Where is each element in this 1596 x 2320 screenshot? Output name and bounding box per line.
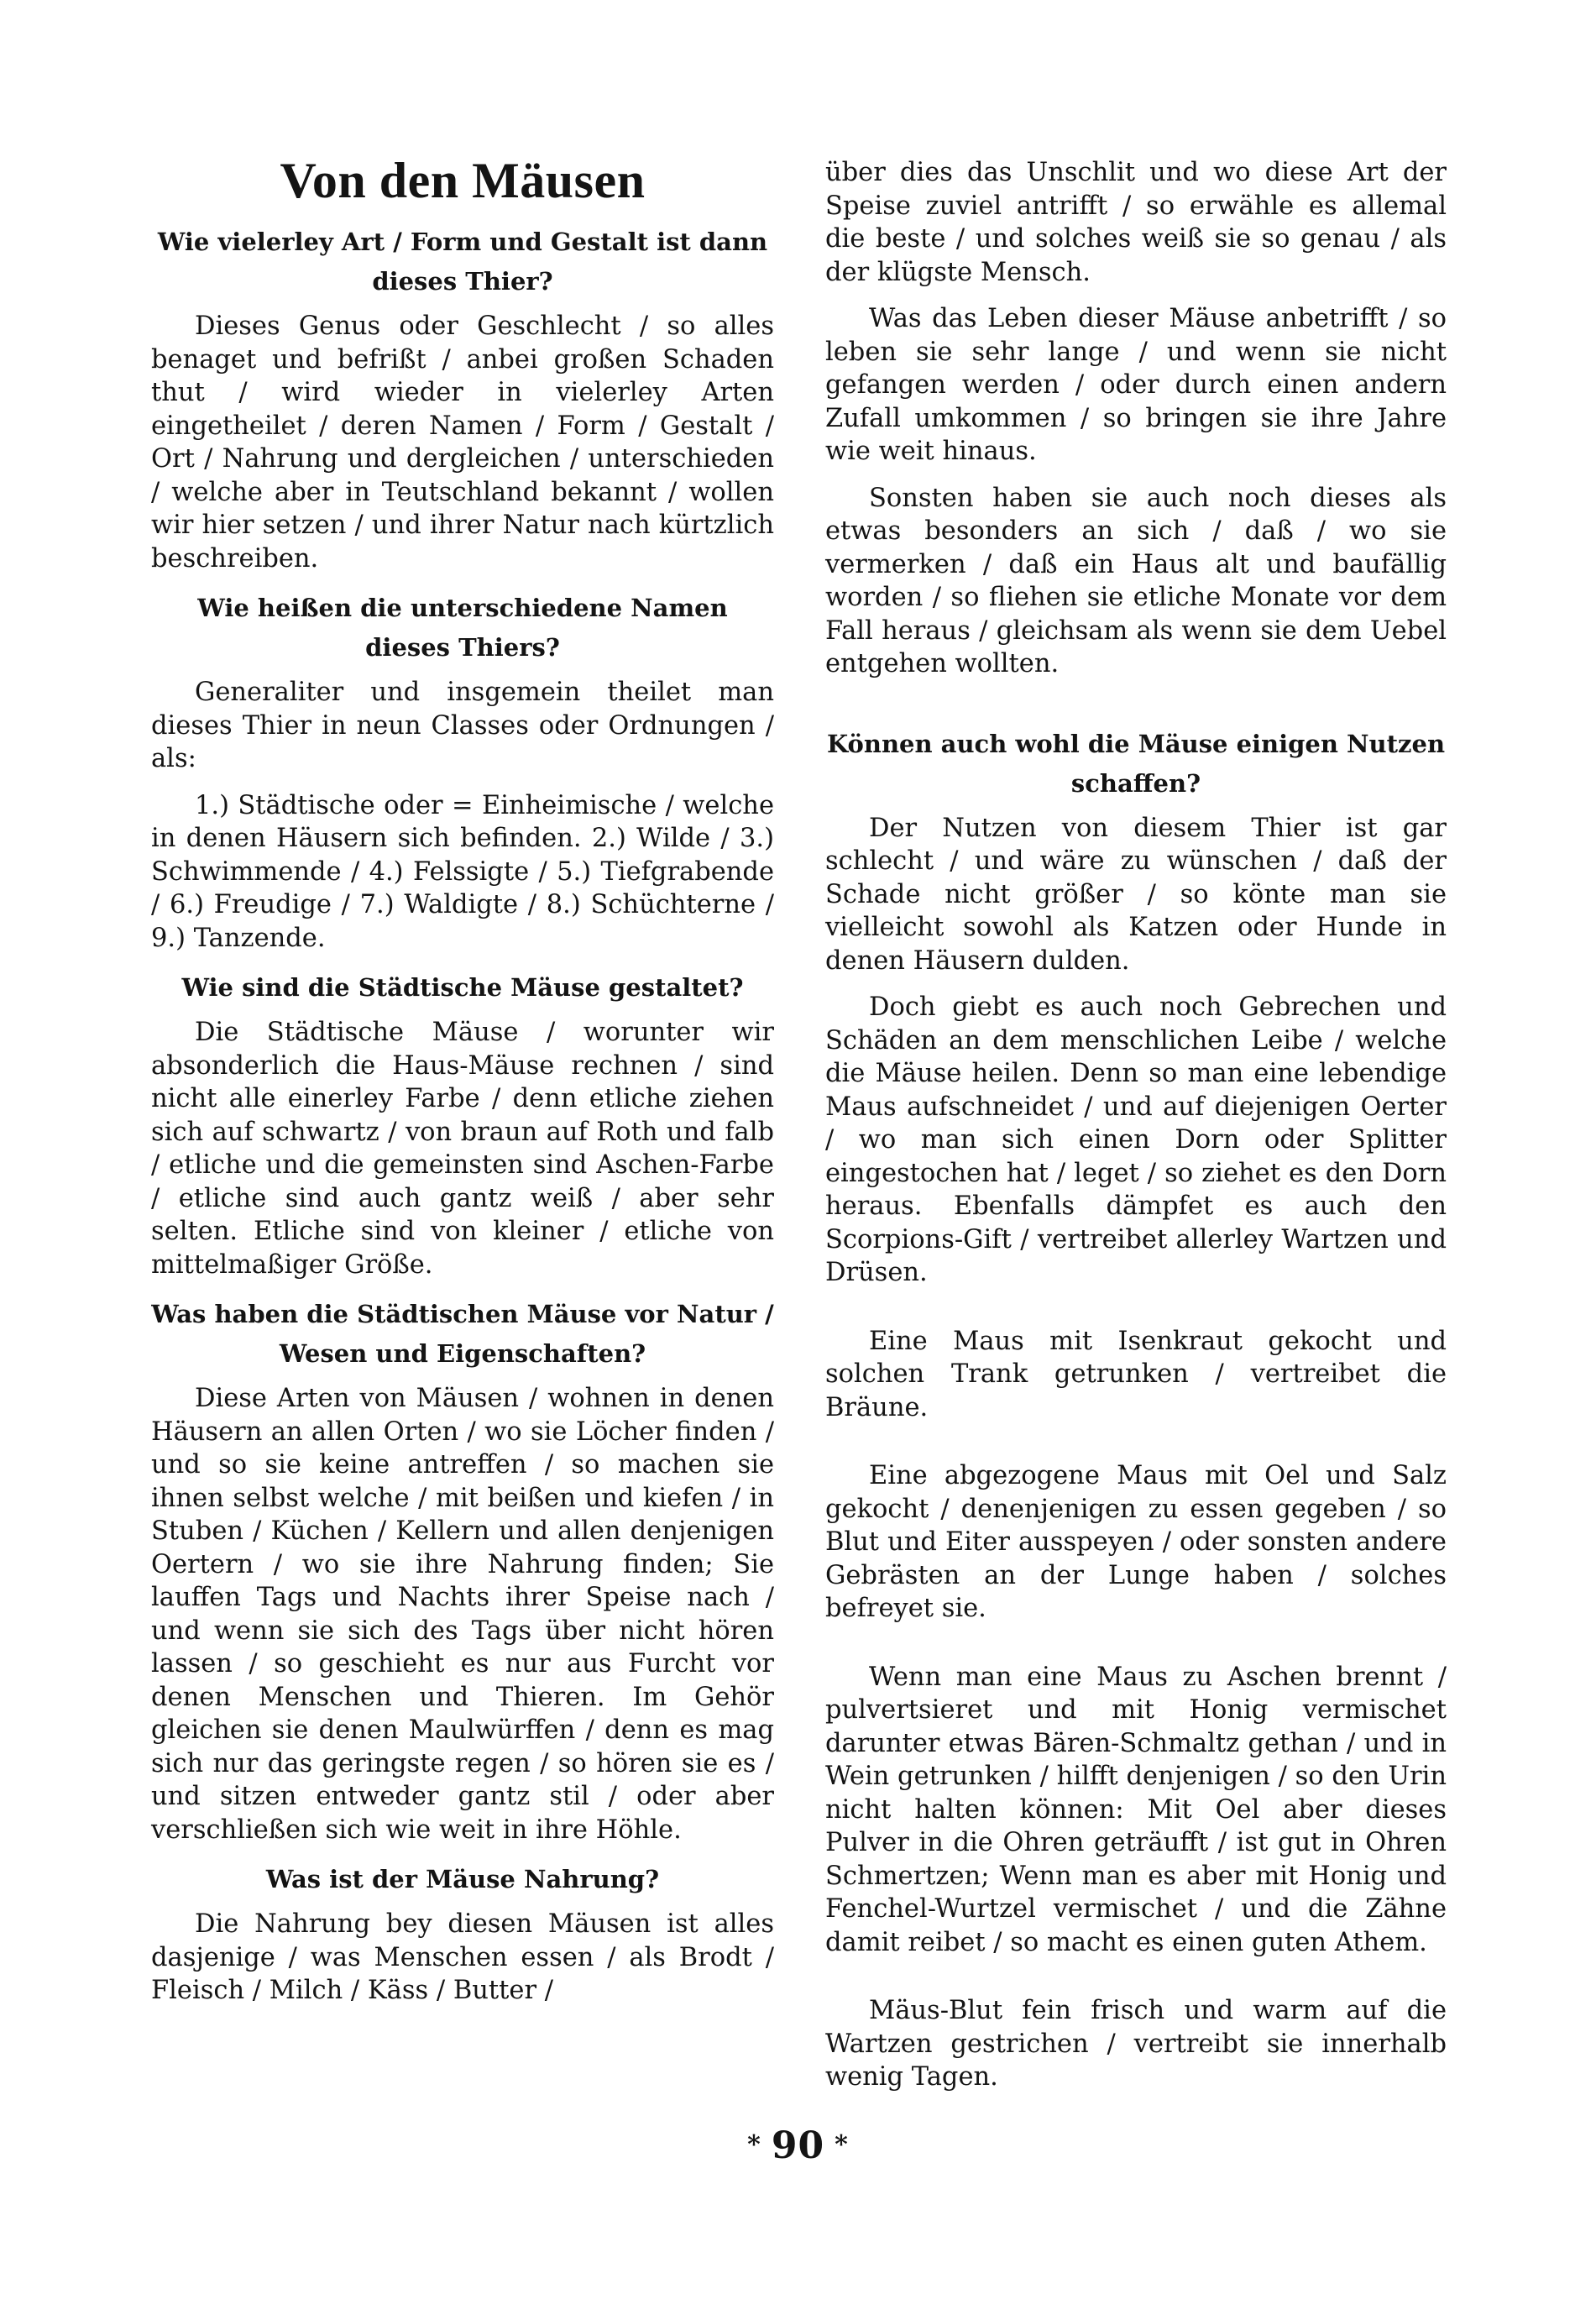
body-paragraph: Generaliter und insgemein theilet man dieses Thier in neun Classes oder Ordnungen / als: bbox=[151, 678, 774, 773]
folio-star-left-icon: * bbox=[747, 2130, 761, 2160]
body-paragraph: Diese Arten von Mäusen / wohnen in denen Häusern an allen Orten / wo sie Löcher finden / und so sie keine antreffen / so machen sie ihnen selbst welche / mit beißen und kiefen / in Stuben / Küchen / Kellern und allen denjenigen Oertern / wo sie ihre Nahrung finden; Sie lauffen Tags und Nachts ihrer Speise nach / und wenn sie sich des Tags über nicht hören lassen / so geschieht es nur aus Furcht vor denen Menschen und Thieren. Im Gehör gleichen sie denen Maulwürffen / denn es mag sich nur das geringste regen / so hören sie es / und sitzen entweder gantz stil / oder aber verschließen sich wie weit in ihre Höhle. bbox=[151, 1384, 774, 1845]
body-paragraph: Wenn man eine Maus zu Aschen brennt / pulvertsieret und mit Honig vermischet darunter etwas Bären-Schmaltz gethan / und in Wein getrunken / hilfft denjenigen / so den Urin nicht halten können: Mit Oel aber dieses Pulver in die Ohren geträufft / ist gut in Ohren Schmertzen; Wenn man es aber mit Honig und Fenchel-Wurtzel vermischet / und die Zähne damit reibet / so macht es einen guten Athem. bbox=[825, 1662, 1447, 1957]
page-title: Von den Mäusen bbox=[280, 153, 646, 208]
right-column-text bbox=[825, 156, 1447, 2094]
question-heading: Was ist der Mäuse Nahrung? bbox=[265, 1865, 660, 1893]
question-heading: Wie vielerley Art / Form und Gestalt ist dann dieses Thier? bbox=[157, 228, 768, 296]
page-number bbox=[0, 2124, 1596, 2167]
left-column-text bbox=[151, 223, 774, 2008]
folio-star-right-icon: * bbox=[835, 2130, 849, 2160]
body-paragraph: Was das Leben dieser Mäuse anbetrifft / so leben sie sehr lange / und wenn sie nicht gefangen werden / oder durch einen andern Zufall umkommen / so bringen sie ihre Jahre wie weit hinaus. bbox=[825, 304, 1447, 466]
section-gap bbox=[825, 694, 1447, 716]
question-heading: Was haben die Städtischen Mäuse vor Natur / Wesen und Eigenschaften? bbox=[151, 1300, 774, 1368]
body-paragraph: Sonsten haben sie auch noch dieses als etwas besonders an sich / daß / wo sie vermerken / daß ein Haus alt und baufällig worden / so fliehen sie etliche Monate vor dem Fall heraus / gleichsam als wenn sie dem Uebel entgehen wollten. bbox=[825, 483, 1447, 678]
body-paragraph: Eine Maus mit Isenkraut gekocht und solchen Trank getrunken / vertreibet die Bräune. bbox=[825, 1326, 1447, 1422]
body-paragraph: Doch giebt es auch noch Gebrechen und Schäden an dem menschlichen Leibe / welche die Mäuse heilen. Denn so man eine lebendige Maus aufschneidet / und auf diejenigen Oerter / wo man sich einen Dorn oder Splitter eingestochen hat / leget / so ziehet es den Dorn heraus. Ebenfalls dämpfet es auch den Scorpions-Gift / vertreibet allerley Wartzen und Drüsen. bbox=[825, 992, 1447, 1287]
section-gap bbox=[825, 1972, 1447, 1994]
body-paragraph: über dies das Unschlit und wo diese Art der Speise zuviel antrifft / so erwähle es allemal die beste / und solches weiß sie so genau / als der klügste Mensch. bbox=[825, 158, 1447, 287]
page-number-value: 90 bbox=[771, 2124, 825, 2167]
question-heading: Wie heißen die unterschiedene Namen dieses Thiers? bbox=[197, 594, 728, 662]
section-gap bbox=[825, 1639, 1447, 1661]
body-paragraph: Die Nahrung bey diesen Mäusen ist alles dasjenige / was Menschen essen / als Brodt / Fleisch / Milch / Käss / Butter / bbox=[151, 1909, 774, 2005]
left-column bbox=[151, 155, 774, 2021]
question-heading: Können auch wohl die Mäuse einigen Nutzen schaffen? bbox=[826, 729, 1446, 798]
body-paragraph: 1.) Städtische oder = Einheimische / welche in denen Häusern sich befinden. 2.) Wilde / 3.) Schwimmende / 4.) Felssigte / 5.) Tiefgrabende / 6.) Freudige / 7.) Waldigte / 8.) Schüchterne / 9.) Tanzende. bbox=[151, 790, 774, 953]
body-paragraph: Dieses Genus oder Geschlecht / so alles benaget und befrißt / anbei großen Schaden thut / wird wieder in vielerley Arten eingetheilet / deren Namen / Form / Gestalt / Ort / Nahrung und dergleichen / unterschieden / welche aber in Teutschland bekannt / wollen wir hier setzen / und ihrer Natur nach kürtzlich beschreiben. bbox=[151, 312, 774, 573]
question-heading: Wie sind die Städtische Mäuse gestaltet? bbox=[181, 973, 744, 1002]
right-column bbox=[825, 156, 1447, 2108]
body-paragraph: Der Nutzen von diesem Thier ist gar schlecht / und wäre zu wünschen / daß der Schade nicht größer / so könte man sie vielleicht sowohl als Katzen oder Hunde in denen Häusern dulden. bbox=[825, 813, 1447, 976]
body-paragraph: Die Städtische Mäuse / worunter wir absonderlich die Haus-Mäuse rechnen / sind nicht alle einerley Farbe / denn etliche ziehen sich auf schwartz / von braun auf Roth und falb / etliche und die gemeinsten sind Aschen-Farbe / etliche sind auch gantz weiß / aber sehr selten. Etliche sind von kleiner / etliche von mittelmaßiger Größe. bbox=[151, 1018, 774, 1280]
body-paragraph: Eine abgezogene Maus mit Oel und Salz gekocht / denenjenigen zu essen gegeben / so Blut und Eiter ausspeyen / oder sonsten andere Gebrästen an der Lunge haben / solches befreyet sie. bbox=[825, 1461, 1447, 1623]
body-paragraph: Mäus-Blut fein frisch und warm auf die Wartzen gestrichen / vertreibt sie innerhalb wenig Tagen. bbox=[825, 1996, 1447, 2092]
section-gap bbox=[825, 1438, 1447, 1459]
section-gap bbox=[825, 1303, 1447, 1325]
